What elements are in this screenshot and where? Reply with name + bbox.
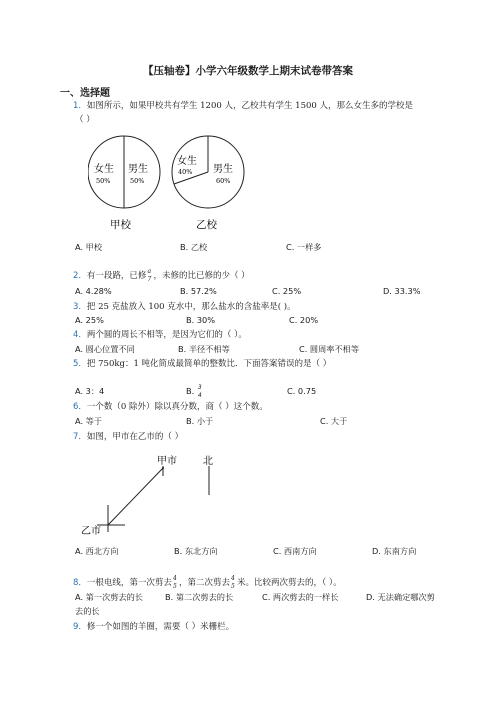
section-heading: 一、选择题 <box>60 88 110 99</box>
question-number: 2． <box>73 271 87 281</box>
option-d-wrap: 去的长 <box>75 606 100 616</box>
option-c[interactable]: C. 西南方向 <box>273 546 317 556</box>
question-number: 9． <box>73 622 87 632</box>
pie-b-boy-label: 男生 <box>213 164 233 175</box>
option-b[interactable]: B. 57.2% <box>180 286 217 296</box>
question-number: 8． <box>73 578 87 588</box>
direction-figure <box>75 450 245 540</box>
question-2 <box>73 269 250 281</box>
pie-a-girl-label: 女生 <box>94 164 114 175</box>
option-b[interactable]: B. 半径不相等 <box>178 344 230 354</box>
option-a[interactable]: A. 甲校 <box>75 242 103 252</box>
option-b[interactable]: B. 小于 <box>186 416 214 426</box>
option-b[interactable]: B. 东北方向 <box>174 546 218 556</box>
pie-charts-figure <box>88 128 248 238</box>
question-text: ，未修的比已修的少（ ） <box>153 271 250 281</box>
fraction-numerator: 4 <box>230 575 235 582</box>
option-a[interactable]: A. 等于 <box>75 416 103 426</box>
option-c[interactable]: C. 圆周率不相等 <box>299 344 360 354</box>
question-text: 如图，甲市在乙市的（ ） <box>86 432 184 442</box>
option-a[interactable]: A. 4.28% <box>75 286 112 296</box>
question-number: 1． <box>73 101 87 111</box>
pie-b-girl-label: 女生 <box>177 156 197 167</box>
option-c[interactable]: C. 两次剪去的一样长 <box>262 592 339 602</box>
pie-b-boy-value: 60% <box>216 177 231 185</box>
question-3 <box>73 300 296 312</box>
option-b[interactable]: B. 第二次剪去的长 <box>165 592 234 602</box>
option-c[interactable]: C. 一样多 <box>286 242 322 252</box>
pie-b-name: 乙校 <box>196 219 217 231</box>
option-label: B. <box>186 386 197 396</box>
page-title: 【压轴卷】小学六年级数学上期末试卷带答案 <box>143 65 353 77</box>
fraction-denominator: 5 <box>230 583 235 590</box>
north-label: 北 <box>203 456 213 467</box>
pie-chart-a <box>88 136 160 231</box>
question-text: 修一个如图的羊圈，需要（ ）米栅栏。 <box>86 622 235 632</box>
pie-a-girl-value: 50% <box>96 177 111 185</box>
question-number: 5． <box>73 359 87 369</box>
question-number: 6． <box>73 402 87 412</box>
question-text: 一个数（0 除外）除以真分数，商（ ）这个数。 <box>86 402 268 412</box>
pie-a-name: 甲校 <box>110 219 131 231</box>
question-text: 把 750kg：1 吨化简成最简单的整数比．下面答案错误的是（ ） <box>86 359 332 369</box>
question-number: 3． <box>73 302 87 312</box>
fraction-numerator: 3 <box>197 384 202 391</box>
question-9 <box>73 620 234 632</box>
option-c[interactable]: C. 20% <box>289 315 319 325</box>
fraction-numerator: a <box>147 268 152 275</box>
question-text: 把 25 克盐放入 100 克水中，那么盐水的含盐率是( )。 <box>86 302 296 312</box>
question-text: 一根电线，第一次剪去 <box>86 578 172 588</box>
pie-a-boy-value: 50% <box>130 177 145 185</box>
fraction-numerator: 4 <box>172 575 177 582</box>
option-c[interactable]: C. 25% <box>272 286 302 296</box>
option-a[interactable]: A. 西北方向 <box>75 546 119 556</box>
fraction-denominator: 5 <box>172 583 177 590</box>
option-c[interactable]: C. 大于 <box>320 416 348 426</box>
question-number: 7． <box>73 432 87 442</box>
option-d[interactable]: D. 无法确定哪次剪 <box>366 592 435 602</box>
pie-a-boy-label: 男生 <box>128 164 148 175</box>
question-4 <box>73 328 247 340</box>
fraction-denominator: 7 <box>147 276 152 283</box>
option-b[interactable] <box>186 384 204 399</box>
question-1-bracket: （ ） <box>75 115 95 125</box>
question-number: 4． <box>73 330 87 340</box>
question-6 <box>73 400 268 412</box>
question-8 <box>73 576 342 588</box>
option-a[interactable]: A. 3：4 <box>75 386 105 396</box>
pie-b-girl-value: 40% <box>178 168 193 176</box>
option-a[interactable]: A. 圆心位置不同 <box>75 344 135 354</box>
city-a-label: 甲市 <box>157 456 177 467</box>
question-text: 有一段路，已修 <box>86 271 147 281</box>
option-b[interactable]: B. 乙校 <box>180 242 208 252</box>
direction-line <box>108 468 163 525</box>
option-c[interactable]: C. 0.75 <box>287 386 317 396</box>
option-d[interactable]: D. 东南方向 <box>372 546 417 556</box>
question-text: 两个圆的周长不相等，是因为它们的（ ）。 <box>86 330 247 340</box>
question-7 <box>73 430 183 442</box>
question-1 <box>73 99 413 111</box>
pie-chart-b <box>172 136 244 231</box>
question-5 <box>73 357 331 369</box>
option-a[interactable]: A. 第一次剪去的长 <box>75 592 143 602</box>
option-a[interactable]: A. 25% <box>75 315 104 325</box>
question-text: ，第二次剪去 <box>178 578 230 588</box>
fraction-denominator: 4 <box>197 392 202 399</box>
city-b-label: 乙市 <box>81 526 101 537</box>
option-d[interactable]: D. 33.3% <box>383 286 421 296</box>
question-text: 米。比较两次剪去的，（ ）。 <box>236 578 342 588</box>
question-text: 如图所示，如果甲校共有学生 1200 人，乙校共有学生 1500 人，那么女生多的学校是 <box>86 101 413 111</box>
option-b[interactable]: B. 30% <box>186 315 216 325</box>
